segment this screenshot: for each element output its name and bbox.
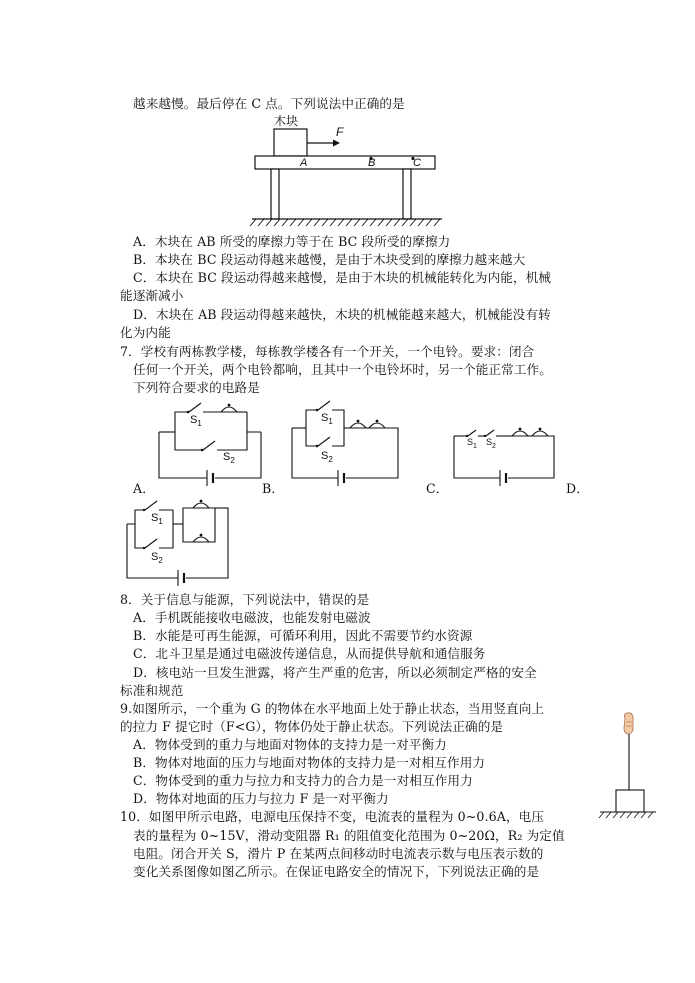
q10-stem-line1: 10．如图甲所示电路，电源电压保持不变，电流表的量程为 0~0.6A，电压 [120,809,545,824]
q7-circuit-a [155,398,265,488]
q10-stem-line2: 表的量程为 0~15V，滑动变阻器 R₁ 的阻值变化范围为 0~20Ω，R₂ 为定值 [133,828,565,843]
q7d-s1-label: $S_1$ [151,512,163,527]
q8-option-d: D．核电站一旦发生泄露，将产生严重的危害，所以必须制定严格的安全 [133,665,537,680]
q7c-s1-label: $S_1$ [467,437,477,450]
q6-force-label: F [336,125,344,139]
q7-option-c-label: C． [426,481,449,496]
q7-option-d-label: D． [566,481,589,496]
q7c-s2-label: $S_2$ [486,437,496,450]
q6-stem-tail: 越来越慢。最后停在 C 点。下列说法中正确的是 [133,96,405,111]
q6-option-a: A．木块在 AB 所受的摩擦力等于在 BC 段所受的摩擦力 [133,234,451,249]
q7-option-b-label: B． [262,481,285,496]
q8-option-b: B．水能是可再生能源，可循环利用，因此不需要节约水资源 [133,628,473,643]
q9-option-c: C．物体受到的重力与拉力和支持力的合力是一对相互作用力 [133,773,473,788]
q7-circuit-c [450,420,560,488]
q7-circuit-d [123,494,233,588]
q9-option-a: A．物体受到的重力与地面对物体的支持力是一对平衡力 [133,737,447,752]
q7d-s2-label: $S_2$ [151,551,163,566]
q7b-s2-label: $S_2$ [321,450,333,465]
q6-point-a: A [300,157,308,169]
q7-option-a-label: A． [133,481,155,496]
q6-option-d: D．木块在 AB 段运动得越来越快，木块的机械能越来越大，机械能没有转 [133,307,551,322]
q6-block-label: 木块 [274,114,299,128]
q8-option-d-cont: 标准和规范 [120,683,184,698]
q6-option-d-cont: 化为内能 [120,325,171,340]
q7a-s2-label: $S_2$ [223,451,235,466]
q7-stem-line3: 下列符合要求的电路是 [133,380,260,395]
q6-option-c: C．本块在 BC 段运动得越来越慢，是由于木块的机械能转化为内能，机械 [133,270,552,285]
q6-point-b: B [368,157,376,169]
q6-point-c: C [413,157,421,169]
q7-circuit-b [288,398,403,488]
q10-stem-line3: 电阻。闭合开关 S，滑片 P 在某两点间移动时电流表示数与电压表示数的 [133,846,544,861]
q8-stem: 8．关于信息与能源，下列说法中，错误的是 [120,592,370,607]
q7a-s1-label: $S_1$ [190,414,202,429]
q8-option-c: C．北斗卫星是通过电磁波传递信息，从而提供导航和通信服务 [133,646,486,661]
q7-stem-line1: 7．学校有两栋教学楼，每栋教学楼各有一个开关，一个电铃。要求：闭合 [120,344,535,359]
q9-stem-line2: 的拉力 F 提它时（F<G），物体仍处于静止状态。下列说法正确的是 [120,719,504,734]
q9-stem-line1: 9.如图所示，一个重为 G 的物体在水平地面上处于静止状态，当用竖直向上 [120,701,545,716]
q6-option-c-cont: 能逐渐减小 [120,288,184,303]
q7b-s1-label: $S_1$ [321,412,333,427]
q6-option-b: B．本块在 BC 段运动得越来越慢，是由于木块受到的摩擦力越来越大 [133,252,526,267]
q8-option-a: A．手机既能接收电磁波，也能发射电磁波 [133,610,371,625]
q7-stem-line2: 任何一个开关，两个电铃都响，且其中一个电铃坏时，另一个能正常工作。 [133,362,552,377]
q9-option-b: B．物体对地面的压力与地面对物体的支持力是一对相互作用力 [133,755,486,770]
q9-option-d: D．物体对地面的压力与拉力 F 是一对平衡力 [133,791,389,806]
q9-figure-hand-block [598,712,658,822]
q10-stem-line4: 变化关系图像如图乙所示。在保证电路安全的情况下，下列说法正确的是 [133,864,540,879]
